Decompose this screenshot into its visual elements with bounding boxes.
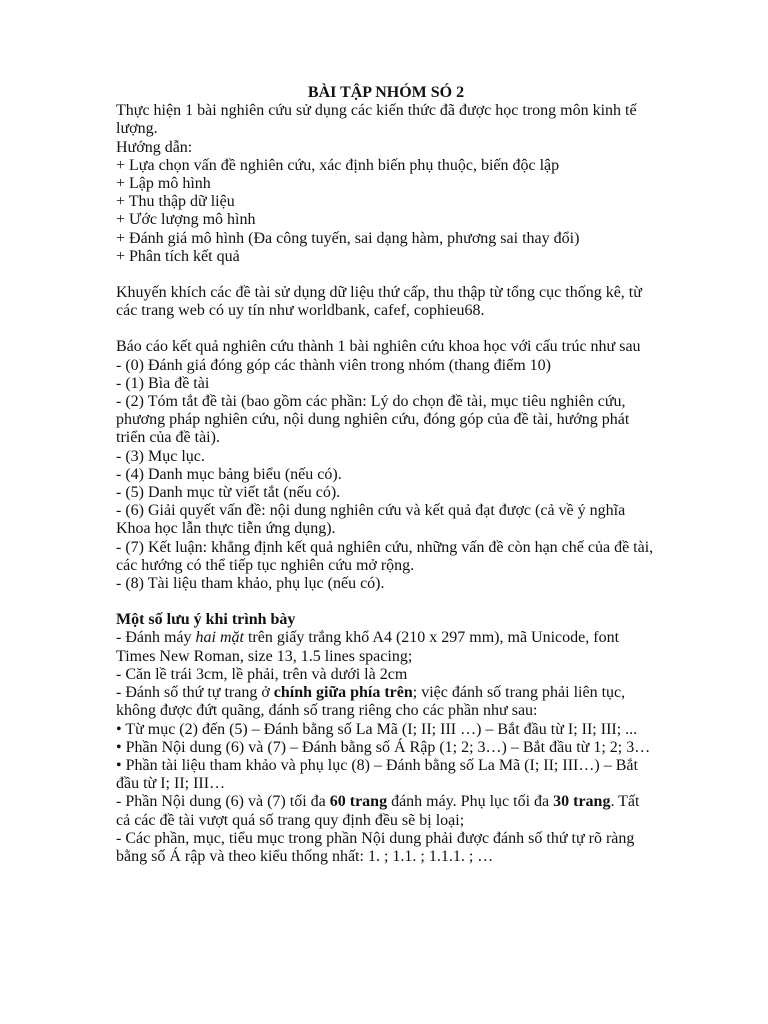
notes-heading: Một số lưu ý khi trình bày — [116, 611, 296, 629]
note-3-text-b: ; việc đánh số trang phải liên tục, không được đứt quãng, đánh số trang riêng cho các phần như sau: — [116, 684, 626, 720]
note-8: - Các phần, mục, tiểu mục trong phần Nội dung phải được đánh số thứ tự rõ ràng bằng số Á rập và theo kiểu thống nhất: 1. ; 1.1. ; 1.1.1. ; … — [116, 829, 635, 865]
note-6b: đầu từ I; II; III… — [116, 775, 226, 793]
note-3 — [116, 684, 656, 720]
note-5: • Phần Nội dung (6) và (7) – Đánh bằng số Á Rập (1; 2; 3…) – Bắt đầu từ 1; 2; 3… — [116, 738, 651, 756]
report-line-9: - (7) Kết luận: khẳng định kết quả nghiên cứu, những vấn đề còn hạn chế của đề tài, các hướng có thể tiếp tục nghiên cứu mở rộng. — [116, 538, 654, 574]
intro-line-3: + Lựa chọn vấn đề nghiên cứu, xác định biến phụ thuộc, biến độc lập — [116, 156, 560, 174]
intro-line-4: + Lập mô hình — [116, 175, 211, 193]
report-line-1: Báo cáo kết quả nghiên cứu thành 1 bài nghiên cứu khoa học với cấu trúc như sau — [116, 338, 641, 356]
document-title: BÀI TẬP NHÓM SÓ 2 — [307, 84, 465, 101]
note-1-text-b: trên giấy trắng khổ A4 (210 x 297 mm), mã Unicode, font Times New Roman, size 13, 1.5 lines spacing; — [116, 629, 620, 665]
report-line-8: - (6) Giải quyết vấn đề: nội dung nghiên cứu và kết quả đạt được (cả về ý nghĩa Khoa học lẫn thực tiễn ứng dụng). — [116, 502, 626, 538]
document-page — [116, 84, 656, 866]
note-1-italic: hai mặt — [195, 629, 244, 647]
intro-line-6: + Ước lượng mô hình — [116, 211, 256, 229]
note-3-bold: chính giữa phía trên — [273, 684, 413, 702]
report-line-3: - (1) Bìa đề tài — [116, 374, 210, 392]
note-1 — [116, 629, 656, 665]
note-3-text-a: - Đánh số thứ tự trang ở — [116, 684, 274, 702]
intro-line-8: + Phân tích kết quả — [116, 247, 240, 265]
spacer — [116, 320, 656, 338]
intro-line-5: + Thu thập dữ liệu — [116, 193, 235, 211]
note-7 — [116, 793, 656, 829]
report-line-6: - (4) Danh mục bảng biểu (nếu có). — [116, 465, 342, 483]
intro-line-1: Thực hiện 1 bài nghiên cứu sử dụng các kiến thức đã được học trong môn kinh tế lượng. — [116, 102, 637, 138]
note-7-text-c: . Tất cả các đề tài vượt quá số trang quy định đều sẽ bị loại; — [116, 793, 640, 829]
note-7-text-b: đánh máy. Phụ lục tối đa — [387, 793, 554, 811]
report-line-10: - (8) Tài liệu tham khảo, phụ lục (nếu có). — [116, 575, 385, 593]
report-line-5: - (3) Mục lục. — [116, 447, 205, 465]
report-line-2: - (0) Đánh giá đóng góp các thành viên trong nhóm (thang điểm 10) — [116, 356, 551, 374]
spacer — [116, 593, 656, 611]
report-line-7: - (5) Danh mục từ viết tắt (nếu có). — [116, 484, 341, 502]
spacer — [116, 266, 656, 284]
note-6a: • Phần tài liệu tham khảo và phụ lục (8) – Đánh bằng số La Mã (I; II; III…) – Bắt — [116, 756, 638, 774]
note-1-text-a: - Đánh máy — [116, 629, 196, 647]
intro-line-2: Hướng dẫn: — [116, 138, 193, 156]
note-7-text-a: - Phần Nội dung (6) và (7) tối đa — [116, 793, 330, 811]
encourage-paragraph: Khuyến khích các đề tài sử dụng dữ liệu thứ cấp, thu thập từ tổng cục thống kê, từ các trang web có uy tín như worldbank, cafef, cophieu68. — [116, 284, 642, 320]
intro-line-7: + Đánh giá mô hình (Đa công tuyến, sai dạng hàm, phương sai thay đổi) — [116, 229, 580, 247]
note-7-bold-1: 60 trang — [329, 793, 388, 811]
note-2: - Căn lề trái 3cm, lề phải, trên và dưới là 2cm — [116, 665, 408, 683]
note-4: • Từ mục (2) đến (5) – Đánh bằng số La Mã (I; II; III …) – Bắt đầu từ I; II; III; ... — [116, 720, 638, 738]
report-line-4: - (2) Tóm tắt đề tài (bao gồm các phần: Lý do chọn đề tài, mục tiêu nghiên cứu, phương pháp nghiên cứu, nội dung nghiên cứu, đóng góp của đề tài, hướng phát triển của đề tài). — [116, 393, 630, 447]
note-7-bold-2: 30 trang — [553, 793, 611, 811]
